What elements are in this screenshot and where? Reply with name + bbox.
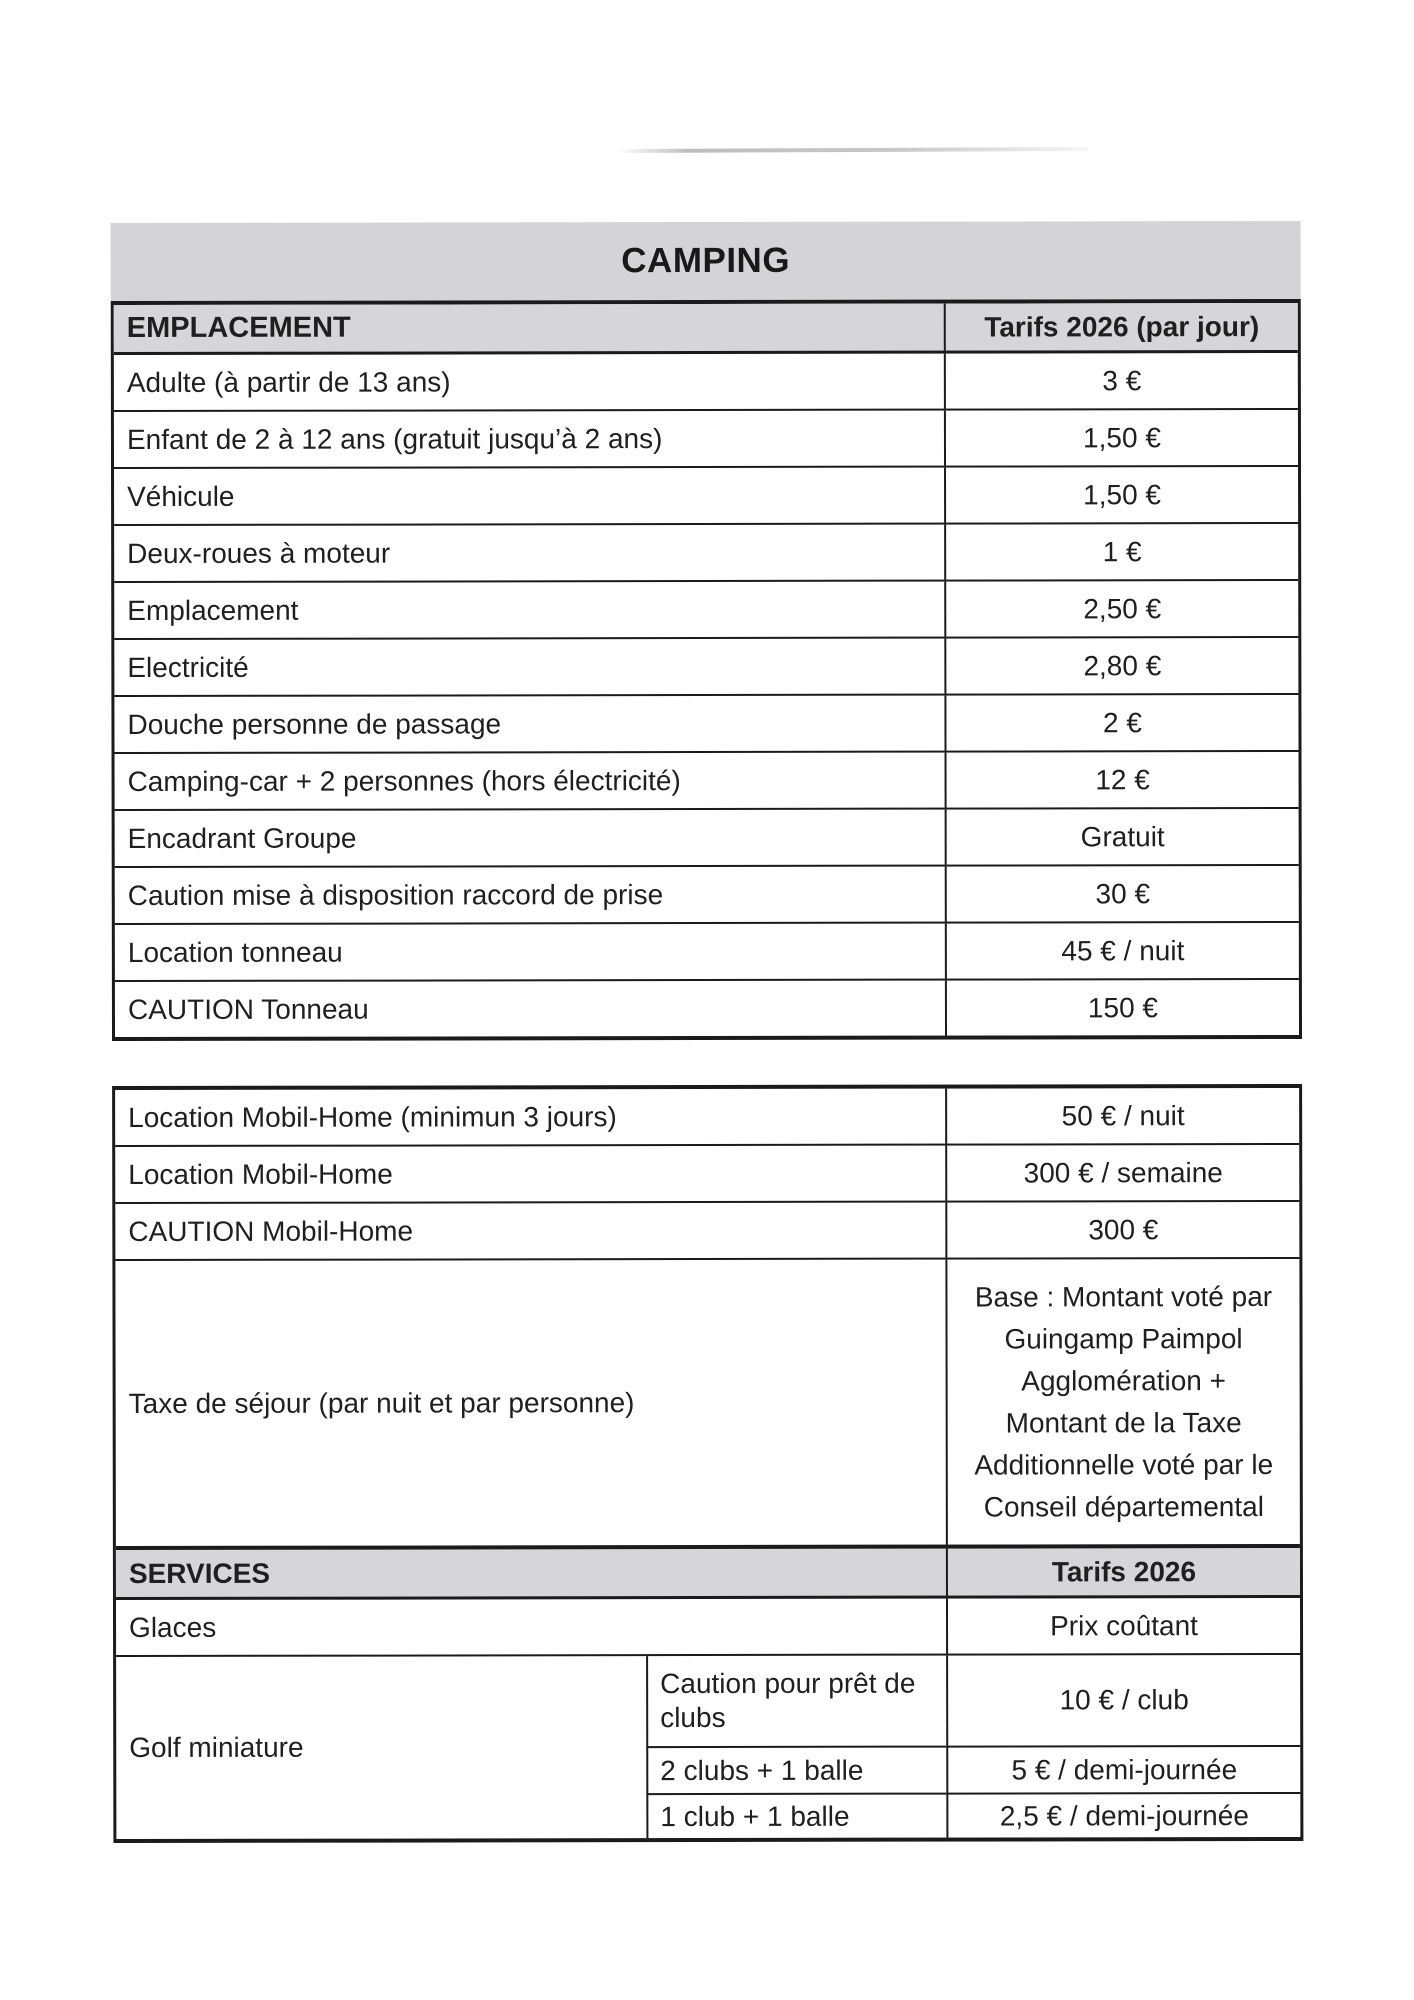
row-label: Douche personne de passage <box>127 707 502 740</box>
table-row <box>114 353 1298 410</box>
row-price: Gratuit <box>945 809 1299 865</box>
table-row <box>115 921 1299 980</box>
row-label: Camping-car + 2 personnes (hors électricité) <box>127 764 681 797</box>
row-price: 3 € <box>944 353 1298 409</box>
row-price: 2 € <box>944 695 1298 751</box>
row-label: Deux-roues à moteur <box>127 537 391 569</box>
taxe-detail-line: Agglomération + <box>1021 1364 1226 1396</box>
table-gap <box>112 1039 1302 1086</box>
row-price: 30 € <box>945 866 1299 922</box>
taxe-detail-line: Base : Montant voté par <box>974 1280 1273 1313</box>
table-row <box>115 1143 1299 1202</box>
row-price: 1,50 € <box>944 467 1298 523</box>
document-title: CAMPING <box>621 240 791 281</box>
column-header-tarifs: Tarifs 2026 <box>946 1548 1300 1596</box>
row-label: CAUTION Mobil-Home <box>128 1215 414 1247</box>
golf-option: Caution pour prêt de clubs <box>646 1656 946 1747</box>
taxe-detail-line: Montant de la Taxe <box>1005 1406 1242 1438</box>
row-price: 300 € / semaine <box>945 1145 1299 1201</box>
table-row <box>115 1088 1299 1145</box>
camping-banner <box>111 221 1301 301</box>
taxe-detail-line: Conseil départemental <box>983 1490 1264 1523</box>
row-price: 2,80 € <box>944 638 1298 694</box>
table-row <box>114 579 1298 638</box>
services-header-row <box>116 1544 1300 1600</box>
row-label: Encadrant Groupe <box>127 822 357 854</box>
column-header-services: SERVICES <box>128 1557 271 1589</box>
scan-artifact-line <box>618 147 1088 153</box>
row-label: Emplacement <box>127 594 299 626</box>
golf-option: 2 clubs + 1 balle <box>646 1746 946 1794</box>
golf-miniature-label: Golf miniature <box>129 1731 304 1764</box>
row-label: CAUTION Tonneau <box>127 993 369 1025</box>
table-row <box>114 693 1298 752</box>
row-label: Caution mise à disposition raccord de prise <box>127 878 664 911</box>
row-price: 50 € / nuit <box>945 1088 1299 1144</box>
scanned-document <box>111 221 1304 1843</box>
row-price: 300 € <box>945 1202 1299 1258</box>
table-row <box>114 408 1298 467</box>
golf-option-price: 2,5 € / demi-journée <box>946 1792 1300 1838</box>
row-price: 1 € <box>944 524 1298 580</box>
row-label: Location Mobil-Home <box>128 1158 393 1190</box>
row-price: 1,50 € <box>944 410 1298 466</box>
locations-services-table <box>112 1084 1303 1843</box>
row-price: 2,50 € <box>944 581 1298 637</box>
row-price: 45 € / nuit <box>945 923 1299 979</box>
table-row <box>115 750 1299 809</box>
row-label: Location tonneau <box>127 936 343 968</box>
golf-option-price: 10 € / club <box>946 1655 1300 1746</box>
taxe-detail-line: Additionnelle voté par le <box>974 1448 1274 1481</box>
golf-option-price: 5 € / demi-journée <box>946 1745 1300 1793</box>
row-label: Taxe de séjour (par nuit et par personne) <box>128 1386 635 1419</box>
golf-miniature-section <box>116 1653 1300 1839</box>
emplacement-header-row <box>114 303 1298 355</box>
row-label: Glaces <box>129 1611 217 1643</box>
table-row <box>115 978 1299 1037</box>
emplacement-table <box>111 299 1302 1041</box>
golf-option: 1 club + 1 balle <box>646 1793 946 1839</box>
row-label: Véhicule <box>127 480 235 512</box>
table-row <box>114 522 1298 581</box>
taxe-detail-line: Guingamp Paimpol <box>1004 1322 1243 1354</box>
row-label: Location Mobil-Home (minimun 3 jours) <box>128 1100 617 1133</box>
table-row <box>115 1200 1299 1259</box>
table-row <box>116 1598 1300 1655</box>
table-row <box>115 864 1299 923</box>
row-price: 12 € <box>945 752 1299 808</box>
row-price: 150 € <box>945 980 1299 1036</box>
column-header-tarifs-par-jour: Tarifs 2026 (par jour) <box>944 303 1298 351</box>
table-row <box>114 465 1298 524</box>
row-label: Adulte (à partir de 13 ans) <box>126 365 451 398</box>
row-label: Electricité <box>127 651 249 683</box>
table-row <box>114 636 1298 695</box>
table-row <box>115 807 1299 866</box>
row-price: Prix coûtant <box>946 1598 1300 1654</box>
row-label: Enfant de 2 à 12 ans (gratuit jusqu’à 2 ans) <box>126 422 663 455</box>
taxe-sejour-details <box>945 1259 1299 1545</box>
column-header-emplacement: EMPLACEMENT <box>126 311 351 345</box>
taxe-sejour-row <box>115 1257 1299 1546</box>
